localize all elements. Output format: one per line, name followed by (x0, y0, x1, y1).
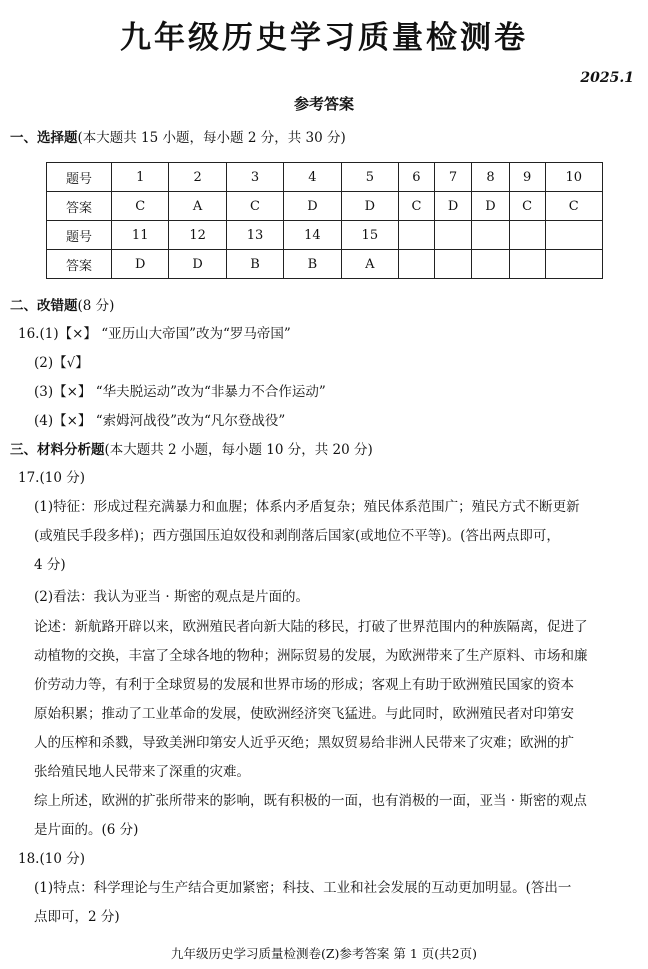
table-cell: D (169, 250, 226, 279)
table-cell: 2 (169, 163, 226, 192)
table-row (47, 250, 603, 279)
table-cell: A (169, 192, 226, 221)
answer-line: 价劳动力等，有利于全球贸易的发展和世界市场的形成；客观上有助于欧洲殖民国家的资本 (34, 677, 574, 693)
table-cell: 13 (226, 221, 283, 250)
answer-line: 动植物的交换，丰富了全球各地的物种；洲际贸易的发展，为欧洲带来了生产原料、市场和廉 (34, 648, 588, 664)
table-cell: 3 (226, 163, 283, 192)
table-cell: 11 (112, 221, 169, 250)
table-cell (399, 250, 435, 279)
table-cell: C (226, 192, 283, 221)
table-cell: 10 (545, 163, 602, 192)
answer-line: (2)看法：我认为亚当 · 斯密的观点是片面的。 (34, 589, 309, 605)
table-cell: C (399, 192, 435, 221)
table-cell: B (226, 250, 283, 279)
table-row (47, 163, 603, 192)
table-cell: A (341, 250, 398, 279)
table-cell (545, 250, 602, 279)
section2-heading-line (10, 297, 114, 315)
answer-line: 是片面的。(6 分) (34, 822, 139, 838)
section2-heading: 二、改错题 (10, 298, 78, 314)
table-cell (472, 250, 509, 279)
table-cell: 15 (341, 221, 398, 250)
answer-line: (1)特点：科学理论与生产结合更加紧密；科技、工业和社会发展的互动更加明显。(答出一 (34, 880, 572, 896)
table-cell: 7 (434, 163, 471, 192)
row-label: 答案 (47, 250, 112, 279)
answer-line: 17.(10 分) (18, 470, 85, 486)
section1-heading-line (10, 129, 346, 147)
answer-line: (1)特征：形成过程充满暴力和血腥；体系内矛盾复杂；殖民体系范围广；殖民方式不断更新 (34, 499, 580, 515)
table-cell: 4 (284, 163, 341, 192)
answer-line: 原始积累；推动了工业革命的发展，使欧洲经济突飞猛进。与此同时，欧洲殖民者对印第安 (34, 706, 574, 722)
table-cell: C (112, 192, 169, 221)
table-cell: 5 (341, 163, 398, 192)
table-cell: 1 (112, 163, 169, 192)
answer-line: 18.(10 分) (18, 851, 85, 867)
section3-heading: 三、材料分析题 (10, 442, 105, 458)
q16-item: (4)【×】 “索姆河战役”改为“凡尔登战役” (34, 413, 286, 429)
answer-line: 人的压榨和杀戮，导致美洲印第安人近乎灭绝；黑奴贸易给非洲人民带来了灾难；欧洲的扩 (34, 735, 574, 751)
section3-heading-line (10, 441, 373, 459)
table-cell (545, 221, 602, 250)
q16-item: (3)【×】 “华夫脱运动”改为“非暴力不合作运动” (34, 384, 326, 400)
row-label: 答案 (47, 192, 112, 221)
answer-line: 张给殖民地人民带来了深重的灾难。 (34, 764, 250, 780)
table-cell: 8 (472, 163, 509, 192)
table-cell: C (545, 192, 602, 221)
section3-note: (本大题共 2 小题，每小题 10 分，共 20 分) (104, 442, 373, 458)
table-cell: 14 (284, 221, 341, 250)
q16-item: 16.(1)【×】 “亚历山大帝国”改为“罗马帝国” (18, 326, 291, 342)
table-cell: 6 (399, 163, 435, 192)
answer-line: 4 分) (34, 557, 66, 573)
table-cell (434, 221, 471, 250)
table-cell (399, 221, 435, 250)
section1-note: (本大题共 15 小题，每小题 2 分，共 30 分) (77, 130, 346, 146)
answer-key-subtitle: 参考答案 (293, 95, 354, 113)
answer-line: 论述：新航路开辟以来，欧洲殖民者向新大陆的移民，打破了世界范围内的种族隔离，促进了 (34, 619, 588, 635)
row-label: 题号 (47, 163, 112, 192)
table-cell (434, 250, 471, 279)
table-cell: C (509, 192, 545, 221)
table-cell: 9 (509, 163, 545, 192)
table-row (47, 192, 603, 221)
answer-line: (或殖民手段多样)；西方强国压迫奴役和剥削落后国家(或地位不平等)。(答出两点即可， (34, 528, 560, 544)
table-cell: D (341, 192, 398, 221)
answer-table (46, 162, 603, 279)
q16-item: (2)【√】 (34, 355, 89, 371)
section2-note: (8 分) (77, 298, 115, 314)
section1-heading: 一、选择题 (10, 130, 78, 146)
table-cell: D (284, 192, 341, 221)
table-cell (472, 221, 509, 250)
table-cell: D (472, 192, 509, 221)
answer-line: 点即可，2 分) (34, 909, 120, 925)
page-title: 九年级历史学习质量检测卷 (120, 20, 528, 56)
table-cell: D (112, 250, 169, 279)
exam-date: 2025.1 (580, 70, 634, 86)
answer-line: 综上所述，欧洲的扩张所带来的影响，既有积极的一面，也有消极的一面，亚当 · 斯密的观点 (34, 793, 587, 809)
page-footer: 九年级历史学习质量检测卷(Z)参考答案 第 1 页(共2页) (170, 946, 478, 961)
table-cell (509, 221, 545, 250)
table-row (47, 221, 603, 250)
table-cell: D (434, 192, 471, 221)
table-cell: 12 (169, 221, 226, 250)
table-cell: B (284, 250, 341, 279)
table-cell (509, 250, 545, 279)
row-label: 题号 (47, 221, 112, 250)
